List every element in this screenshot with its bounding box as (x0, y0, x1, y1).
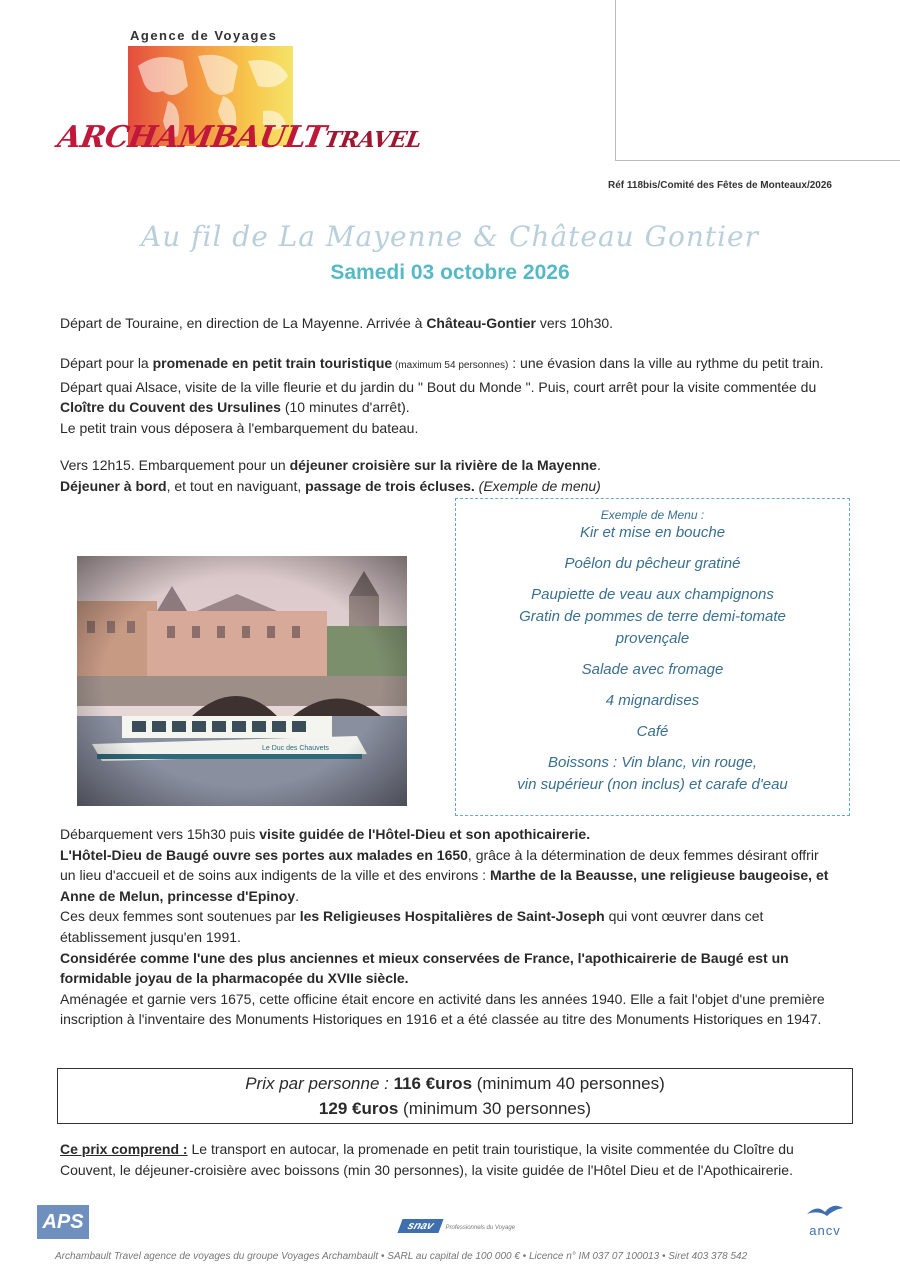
price-line-1: Prix par personne : 116 €uros (minimum 40 personnes) (245, 1074, 665, 1093)
reference-number: Réf 118bis/Comité des Fêtes de Monteaux/2026 (608, 180, 832, 191)
price-box (57, 1068, 853, 1124)
price-line-2: 129 €uros (minimum 30 personnes) (318, 1099, 592, 1118)
boat-photo (77, 556, 407, 806)
menu-item: Kir et mise en bouche (579, 524, 726, 541)
trip-date: Samedi 03 octobre 2026 (330, 261, 570, 284)
address-block (615, 0, 900, 161)
logo-tagline: Agence de Voyages (130, 28, 278, 43)
ancv-logo: ancv (795, 1200, 855, 1242)
menu-item: Salade avec fromage (581, 661, 724, 678)
trip-title: Au fil de La Mayenne & Château Gontier (140, 220, 760, 253)
menu-item: Café (636, 723, 669, 740)
legal-footer: Archambault Travel agence de voyages du groupe Voyages Archambault • SARL au capital de 100 000 € • Licence n° IM 037 07 100013 • Siret 403 378 542 (55, 1251, 748, 1262)
aps-logo: APS (37, 1205, 89, 1239)
paragraph-hotel-dieu: Débarquement vers 15h30 puis visite guidée de l'Hôtel-Dieu et son apothicairerie. L'Hôtel-Dieu de Baugé ouvre ses portes aux malades en 1650, grâce à la détermination de deux femmes désirant offrir un lieu d'accueil et de soins aux indigents de la ville et des environs : Marthe de la Beausse, une religieuse baugeoise, et Anne de Melun, princesse d'Epinoy. Ces deux femmes sont soutenues par les Religieuses Hospitalières de Saint-Joseph qui vont œuvrer dans cet établissement jusqu'en 1991. Considérée comme l'une des plus anciennes et mieux conservées de France, l'apothicairerie de Baugé est un formidable joyau de la pharmacopée du XVIIe siècle. Aménagée et garnie vers 1675, cette officine était encore en activité dans les années 1940. Elle a fait l'objet d'une première inscription à l'inventaire des Monuments Historiques en 1916 et a été classée au titre des Monuments Historiques en 1947. (60, 826, 829, 1028)
menu-box (455, 498, 850, 816)
logo-name: ARCHAMBAULT (54, 120, 329, 155)
menu-item: Poêlon du pêcheur gratiné (564, 555, 741, 572)
menu-item: Gratin de pommes de terre demi-tomate (519, 608, 786, 625)
paragraph-cruise: Vers 12h15. Embarquement pour un déjeuner croisière sur la rivière de la Mayenne. Déjeuner à bord, et tout en naviguant, passage de trois écluses. (Exemple de menu) (60, 457, 601, 494)
menu-item: 4 mignardises (605, 692, 700, 709)
menu-title: Exemple de Menu : (600, 508, 705, 522)
menu-item: Boissons : Vin blanc, vin rouge, (547, 754, 757, 771)
menu-item: provençale (615, 630, 690, 647)
logo-brand (55, 120, 425, 155)
bird-icon (805, 1200, 845, 1220)
paragraph-arrival: Départ de Touraine, en direction de La Mayenne. Arrivée à Château-Gontier vers 10h30. (60, 315, 614, 331)
snav-logo: snav Professionnels du Voyage (400, 1216, 540, 1234)
menu-item: vin supérieur (non inclus) et carafe d'eau (517, 776, 788, 793)
menu-item: Paupiette de veau aux champignons (531, 586, 774, 603)
price-includes: Ce prix comprend : Le transport en autocar, la promenade en petit train touristique, la visite commentée du Cloître du Couvent, le déjeuner-croisière avec boissons (min 30 personnes), la visite guidée de l'Hôtel Dieu et de l'Apothicairerie. (60, 1141, 794, 1178)
paragraph-train: Départ pour la promenade en petit train touristique (maximum 54 personnes) : une évasion dans la ville au rythme du petit train. Départ quai Alsace, visite de la ville fleurie et du jardin du " Bout du Monde ". Puis, court arrêt pour la visite commentée du Cloître du Couvent des Ursulines (10 minutes d'arrêt). Le petit train vous déposera à l'embarquement du bateau. (60, 355, 824, 436)
logo-suffix: TRAVEL (322, 127, 424, 153)
